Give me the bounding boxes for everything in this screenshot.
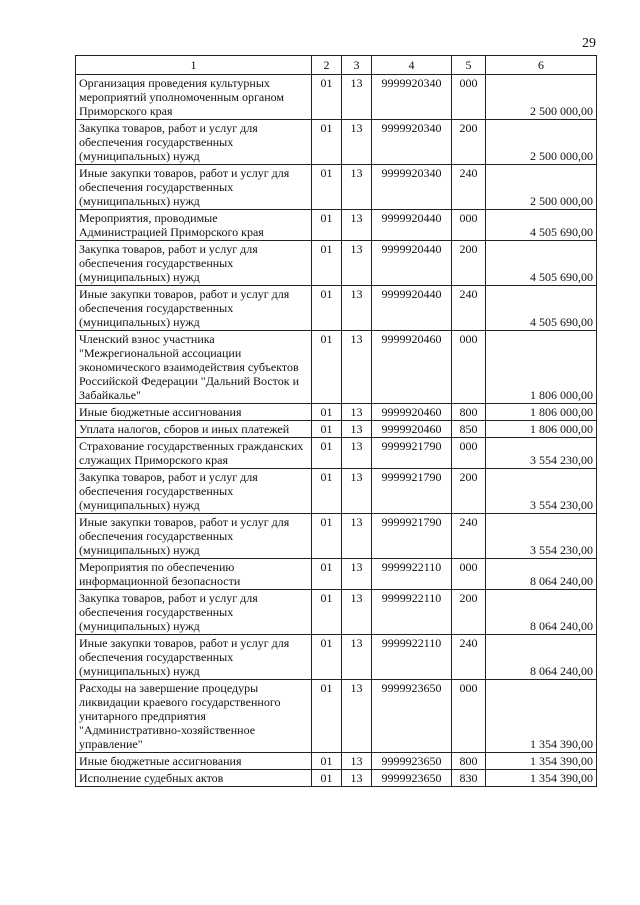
cell-pr: 13 (342, 421, 372, 438)
table-row (76, 210, 597, 241)
cell-vr: 000 (452, 75, 486, 120)
cell-vr: 240 (452, 514, 486, 559)
cell-csr: 9999922110 (372, 559, 452, 590)
cell-amount: 1 806 000,00 (486, 421, 597, 438)
cell-vr: 000 (452, 210, 486, 241)
cell-pr: 13 (342, 680, 372, 753)
cell-pr: 13 (342, 590, 372, 635)
page-number: 29 (582, 36, 596, 51)
cell-csr: 9999922110 (372, 590, 452, 635)
table-row (76, 514, 597, 559)
cell-pr: 13 (342, 559, 372, 590)
cell-amount: 2 500 000,00 (486, 165, 597, 210)
cell-rz: 01 (312, 120, 342, 165)
cell-csr: 9999923650 (372, 770, 452, 787)
cell-amount: 1 354 390,00 (486, 680, 597, 753)
cell-vr: 800 (452, 404, 486, 421)
cell-vr: 200 (452, 120, 486, 165)
cell-rz: 01 (312, 286, 342, 331)
budget-table (75, 55, 597, 787)
cell-rz: 01 (312, 438, 342, 469)
cell-rz: 01 (312, 635, 342, 680)
cell-rz: 01 (312, 241, 342, 286)
table-row (76, 438, 597, 469)
table-row (76, 331, 597, 404)
cell-rz: 01 (312, 753, 342, 770)
cell-vr: 800 (452, 753, 486, 770)
table-row (76, 120, 597, 165)
cell-pr: 13 (342, 241, 372, 286)
table-row (76, 590, 597, 635)
cell-name: Закупка товаров, работ и услуг для обеспечения государственных (муниципальных) нужд (76, 469, 312, 514)
column-header: 1 (76, 56, 312, 75)
cell-name: Иные закупки товаров, работ и услуг для обеспечения государственных (муниципальных) нужд (76, 286, 312, 331)
cell-pr: 13 (342, 514, 372, 559)
cell-pr: 13 (342, 438, 372, 469)
cell-csr: 9999920340 (372, 165, 452, 210)
table-row (76, 680, 597, 753)
table-row (76, 241, 597, 286)
cell-pr: 13 (342, 770, 372, 787)
cell-name: Иные закупки товаров, работ и услуг для обеспечения государственных (муниципальных) нужд (76, 165, 312, 210)
cell-name: Мероприятия по обеспечению информационной безопасности (76, 559, 312, 590)
cell-amount: 1 354 390,00 (486, 753, 597, 770)
cell-pr: 13 (342, 286, 372, 331)
cell-vr: 200 (452, 469, 486, 514)
cell-csr: 9999920340 (372, 75, 452, 120)
cell-pr: 13 (342, 75, 372, 120)
cell-amount: 4 505 690,00 (486, 286, 597, 331)
cell-name: Организация проведения культурных мероприятий уполномоченным органом Приморского края (76, 75, 312, 120)
table-row (76, 635, 597, 680)
cell-vr: 240 (452, 286, 486, 331)
cell-pr: 13 (342, 469, 372, 514)
cell-pr: 13 (342, 165, 372, 210)
cell-vr: 830 (452, 770, 486, 787)
cell-amount: 4 505 690,00 (486, 241, 597, 286)
cell-csr: 9999920460 (372, 421, 452, 438)
cell-name: Закупка товаров, работ и услуг для обеспечения государственных (муниципальных) нужд (76, 120, 312, 165)
cell-vr: 240 (452, 635, 486, 680)
table-row (76, 770, 597, 787)
table-row (76, 753, 597, 770)
cell-name: Иные бюджетные ассигнования (76, 753, 312, 770)
cell-rz: 01 (312, 770, 342, 787)
cell-amount: 1 806 000,00 (486, 331, 597, 404)
cell-rz: 01 (312, 421, 342, 438)
cell-vr: 000 (452, 680, 486, 753)
cell-amount: 1 806 000,00 (486, 404, 597, 421)
table-row (76, 75, 597, 120)
cell-csr: 9999921790 (372, 469, 452, 514)
cell-name: Исполнение судебных актов (76, 770, 312, 787)
cell-pr: 13 (342, 210, 372, 241)
cell-csr: 9999920340 (372, 120, 452, 165)
table-row (76, 559, 597, 590)
cell-vr: 000 (452, 559, 486, 590)
cell-name: Членский взнос участника "Межрегиональной ассоциации экономического взаимодействия субъектов Российской Федерации "Дальний Восток и Забайкалье" (76, 331, 312, 404)
cell-csr: 9999923650 (372, 753, 452, 770)
cell-pr: 13 (342, 635, 372, 680)
cell-amount: 8 064 240,00 (486, 590, 597, 635)
cell-name: Закупка товаров, работ и услуг для обеспечения государственных (муниципальных) нужд (76, 590, 312, 635)
cell-vr: 200 (452, 590, 486, 635)
cell-rz: 01 (312, 165, 342, 210)
cell-csr: 9999921790 (372, 438, 452, 469)
cell-amount: 8 064 240,00 (486, 559, 597, 590)
cell-vr: 000 (452, 438, 486, 469)
cell-name: Страхование государственных гражданских служащих Приморского края (76, 438, 312, 469)
cell-name: Иные закупки товаров, работ и услуг для обеспечения государственных (муниципальных) нужд (76, 635, 312, 680)
cell-rz: 01 (312, 331, 342, 404)
table-row (76, 404, 597, 421)
table-header-row (76, 56, 597, 75)
cell-pr: 13 (342, 120, 372, 165)
column-header: 4 (372, 56, 452, 75)
cell-rz: 01 (312, 514, 342, 559)
cell-csr: 9999920440 (372, 210, 452, 241)
cell-amount: 3 554 230,00 (486, 514, 597, 559)
table-body (76, 75, 597, 787)
cell-rz: 01 (312, 680, 342, 753)
table-row (76, 421, 597, 438)
cell-name: Закупка товаров, работ и услуг для обеспечения государственных (муниципальных) нужд (76, 241, 312, 286)
cell-rz: 01 (312, 75, 342, 120)
column-header: 3 (342, 56, 372, 75)
cell-rz: 01 (312, 559, 342, 590)
cell-amount: 2 500 000,00 (486, 120, 597, 165)
cell-vr: 200 (452, 241, 486, 286)
cell-amount: 1 354 390,00 (486, 770, 597, 787)
cell-name: Расходы на завершение процедуры ликвидации краевого государственного унитарного предприятия "Административно-хозяйственное управление" (76, 680, 312, 753)
cell-amount: 2 500 000,00 (486, 75, 597, 120)
cell-amount: 3 554 230,00 (486, 469, 597, 514)
cell-rz: 01 (312, 469, 342, 514)
cell-csr: 9999921790 (372, 514, 452, 559)
cell-csr: 9999920460 (372, 404, 452, 421)
cell-name: Уплата налогов, сборов и иных платежей (76, 421, 312, 438)
cell-amount: 8 064 240,00 (486, 635, 597, 680)
table-row (76, 469, 597, 514)
table-row (76, 286, 597, 331)
column-header: 5 (452, 56, 486, 75)
column-header: 2 (312, 56, 342, 75)
cell-vr: 850 (452, 421, 486, 438)
cell-pr: 13 (342, 331, 372, 404)
cell-pr: 13 (342, 753, 372, 770)
cell-name: Мероприятия, проводимые Администрацией Приморского края (76, 210, 312, 241)
cell-csr: 9999920460 (372, 331, 452, 404)
cell-csr: 9999923650 (372, 680, 452, 753)
cell-amount: 4 505 690,00 (486, 210, 597, 241)
cell-pr: 13 (342, 404, 372, 421)
cell-rz: 01 (312, 590, 342, 635)
cell-vr: 240 (452, 165, 486, 210)
cell-name: Иные закупки товаров, работ и услуг для обеспечения государственных (муниципальных) нужд (76, 514, 312, 559)
cell-vr: 000 (452, 331, 486, 404)
cell-csr: 9999920440 (372, 286, 452, 331)
column-header: 6 (486, 56, 597, 75)
cell-csr: 9999920440 (372, 241, 452, 286)
cell-rz: 01 (312, 210, 342, 241)
cell-csr: 9999922110 (372, 635, 452, 680)
cell-amount: 3 554 230,00 (486, 438, 597, 469)
table-row (76, 165, 597, 210)
cell-name: Иные бюджетные ассигнования (76, 404, 312, 421)
cell-rz: 01 (312, 404, 342, 421)
